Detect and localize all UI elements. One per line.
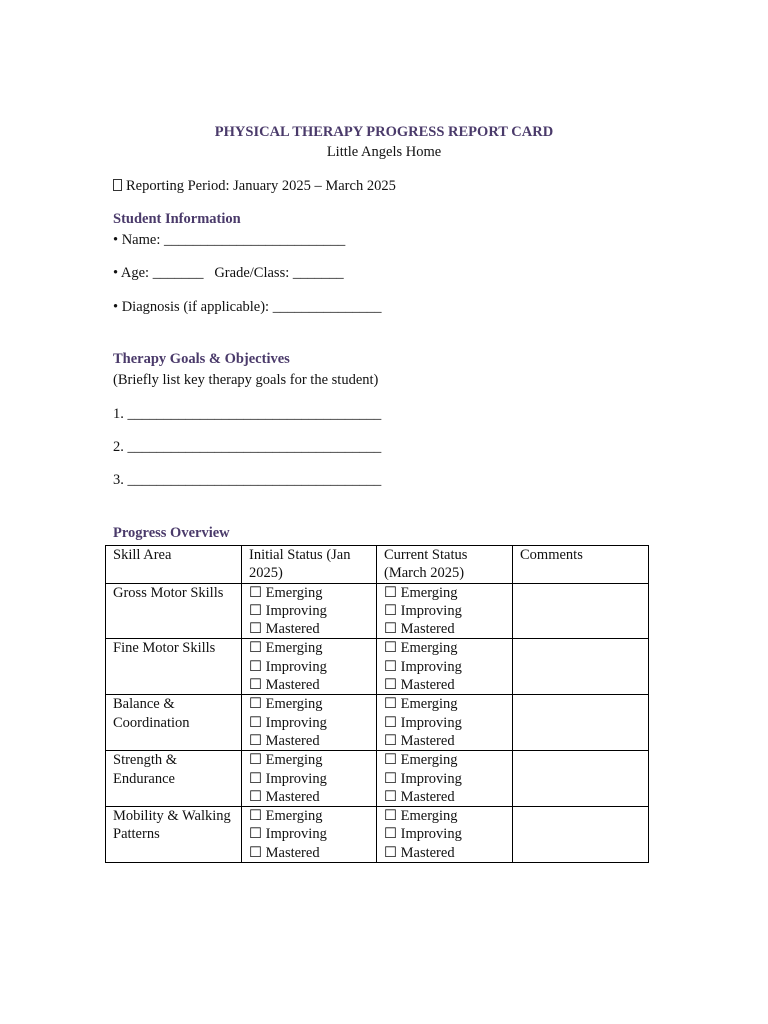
status-checkbox[interactable]: ☐ Mastered (384, 844, 455, 861)
status-checkbox[interactable]: ☐ Mastered (384, 621, 455, 638)
goal-line: 3. ___________________________________ (113, 472, 382, 488)
comments-cell[interactable] (513, 583, 649, 639)
goals-heading: Therapy Goals & Objectives (113, 351, 290, 367)
status-checkbox[interactable]: ☐ Emerging (249, 808, 323, 825)
status-checkbox[interactable]: ☐ Emerging (384, 752, 458, 769)
column-header: Initial Status (Jan 2025) (242, 546, 377, 584)
table-row (106, 807, 649, 863)
status-checkbox[interactable]: ☐ Mastered (384, 788, 455, 805)
status-checkbox[interactable]: ☐ Improving (249, 770, 327, 787)
progress-table (105, 545, 649, 863)
comments-cell[interactable] (513, 639, 649, 695)
status-checkbox[interactable]: ☐ Emerging (249, 696, 323, 713)
organization-name: Little Angels Home (326, 144, 442, 160)
status-checkbox[interactable]: ☐ Mastered (249, 621, 320, 638)
goals-instruction: (Briefly list key therapy goals for the student) (113, 372, 379, 388)
status-checkbox[interactable]: ☐ Mastered (249, 677, 320, 694)
initial-status-cell (242, 807, 377, 863)
comments-cell[interactable] (513, 751, 649, 807)
goal-line: 1. ___________________________________ (113, 406, 382, 422)
skill-area-cell: Strength & Endurance (106, 751, 242, 807)
table-row (106, 751, 649, 807)
comments-cell[interactable] (513, 807, 649, 863)
name-field: • Name: _________________________ (113, 232, 346, 248)
table-row (106, 639, 649, 695)
status-checkbox[interactable]: ☐ Mastered (249, 732, 320, 749)
status-checkbox[interactable]: ☐ Mastered (249, 788, 320, 805)
status-checkbox[interactable]: ☐ Improving (249, 826, 327, 843)
initial-status-cell (242, 583, 377, 639)
status-checkbox[interactable]: ☐ Emerging (384, 640, 458, 657)
diagnosis-field: • Diagnosis (if applicable): _______________ (113, 299, 382, 315)
column-header: Skill Area (106, 546, 242, 584)
calendar-icon (113, 179, 122, 191)
goal-line: 2. ___________________________________ (113, 439, 382, 455)
student-info-heading: Student Information (113, 211, 241, 227)
current-status-cell (377, 807, 513, 863)
skill-area-cell: Balance & Coordination (106, 695, 242, 751)
status-checkbox[interactable]: ☐ Emerging (249, 640, 323, 657)
reporting-period-line (113, 178, 396, 195)
status-checkbox[interactable]: ☐ Mastered (384, 732, 455, 749)
status-checkbox[interactable]: ☐ Improving (249, 658, 327, 675)
status-checkbox[interactable]: ☐ Improving (384, 658, 462, 675)
status-checkbox[interactable]: ☐ Emerging (384, 584, 458, 601)
current-status-cell (377, 583, 513, 639)
status-checkbox[interactable]: ☐ Improving (384, 770, 462, 787)
column-header: Current Status (March 2025) (377, 546, 513, 584)
status-checkbox[interactable]: ☐ Improving (249, 714, 327, 731)
skill-area-cell: Gross Motor Skills (106, 583, 242, 639)
age-grade-field: • Age: _______ Grade/Class: _______ (113, 265, 344, 281)
initial-status-cell (242, 695, 377, 751)
status-checkbox[interactable]: ☐ Improving (249, 602, 327, 619)
current-status-cell (377, 639, 513, 695)
current-status-cell (377, 751, 513, 807)
column-header: Comments (513, 546, 649, 584)
status-checkbox[interactable]: ☐ Improving (384, 602, 462, 619)
table-row (106, 695, 649, 751)
status-checkbox[interactable]: ☐ Mastered (249, 844, 320, 861)
status-checkbox[interactable]: ☐ Emerging (249, 752, 323, 769)
skill-area-cell: Mobility & Walking Patterns (106, 807, 242, 863)
current-status-cell (377, 695, 513, 751)
status-checkbox[interactable]: ☐ Mastered (384, 677, 455, 694)
initial-status-cell (242, 751, 377, 807)
status-checkbox[interactable]: ☐ Improving (384, 714, 462, 731)
page-title: PHYSICAL THERAPY PROGRESS REPORT CARD (214, 124, 554, 140)
table-header-row (106, 546, 649, 584)
reporting-period: Reporting Period: January 2025 – March 2025 (126, 178, 396, 194)
skill-area-cell: Fine Motor Skills (106, 639, 242, 695)
comments-cell[interactable] (513, 695, 649, 751)
table-row (106, 583, 649, 639)
status-checkbox[interactable]: ☐ Emerging (384, 696, 458, 713)
status-checkbox[interactable]: ☐ Emerging (384, 808, 458, 825)
status-checkbox[interactable]: ☐ Improving (384, 826, 462, 843)
status-checkbox[interactable]: ☐ Emerging (249, 584, 323, 601)
progress-heading: Progress Overview (113, 525, 230, 541)
initial-status-cell (242, 639, 377, 695)
